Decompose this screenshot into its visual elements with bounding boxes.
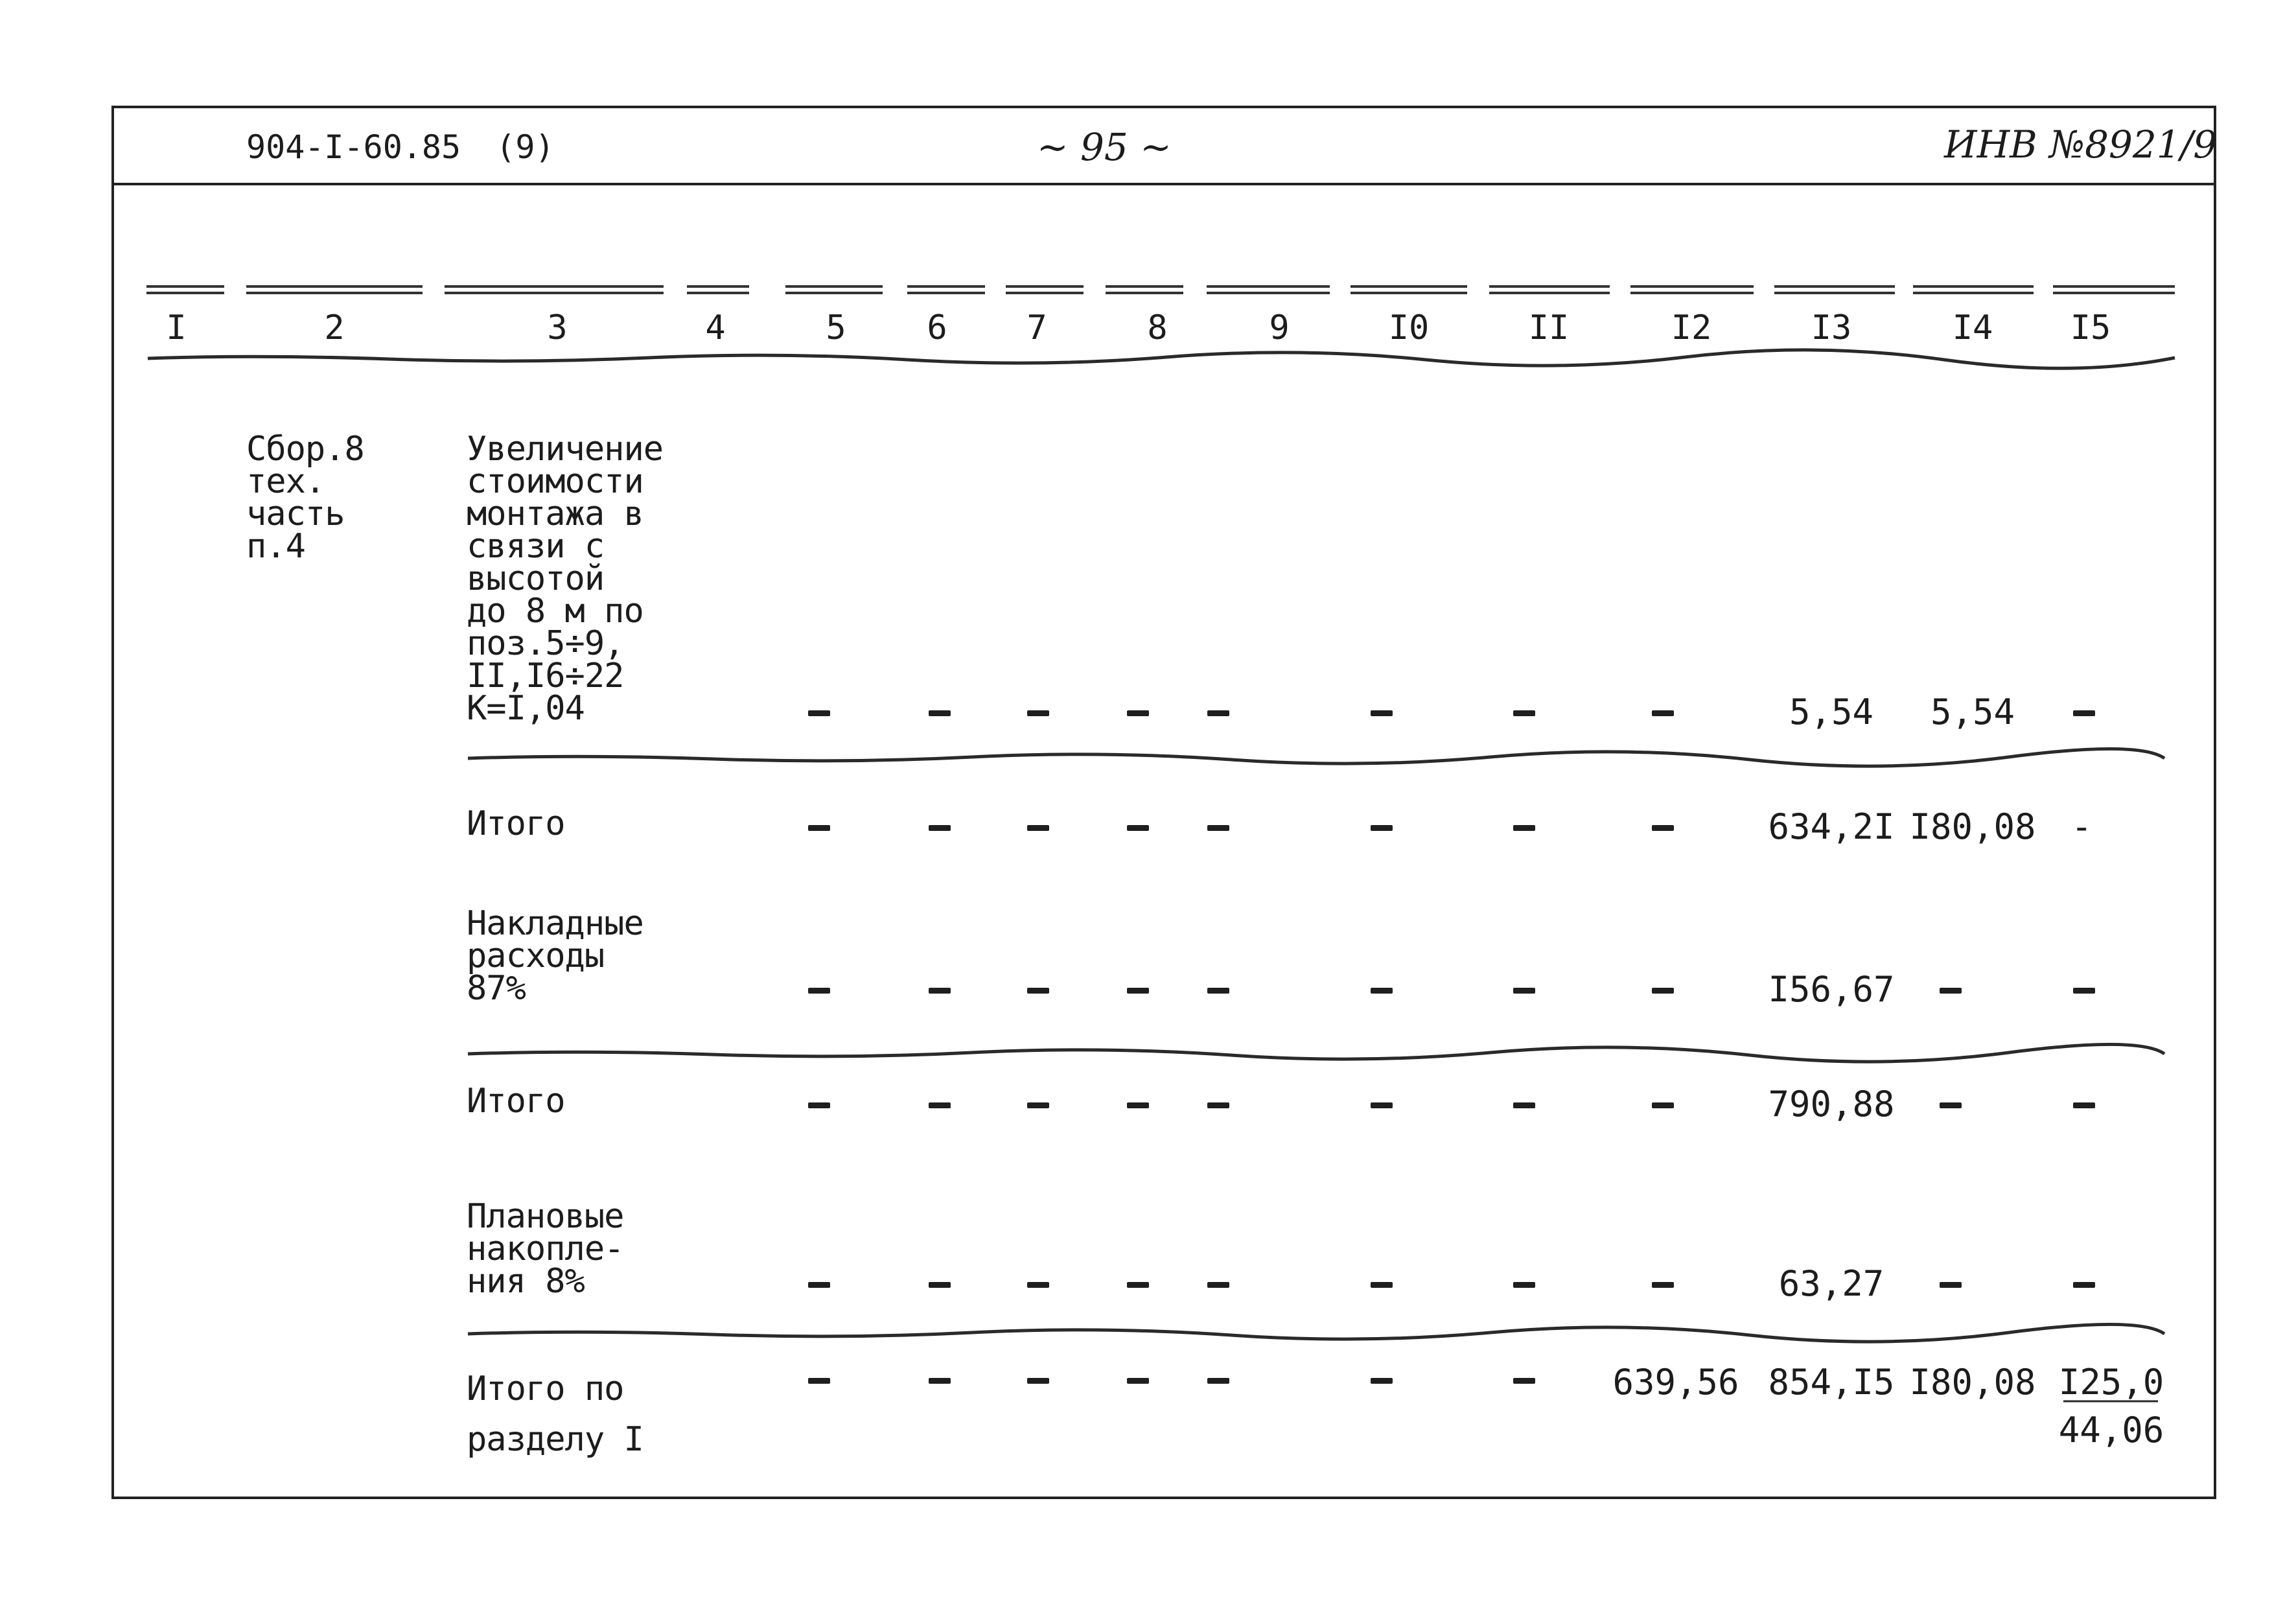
cell-value-second-line: 44,06 — [2058, 1410, 2164, 1451]
page-number: ~ 95 ~ — [1037, 125, 1172, 169]
cell-dash — [1940, 988, 1962, 994]
cell-dash — [929, 825, 951, 831]
cell-value: 63,27 — [1778, 1263, 1884, 1304]
cell-dash — [808, 988, 830, 994]
cell-dash — [1207, 825, 1229, 831]
column-header: II — [1528, 309, 1570, 347]
cell-value: I80,08 — [1909, 806, 2036, 847]
column-header: I3 — [1811, 309, 1852, 347]
cell-dash — [1127, 988, 1149, 994]
cell-value: 639,56 — [1612, 1362, 1739, 1403]
cell-value: 790,88 — [1768, 1084, 1895, 1124]
cell-dash — [1371, 988, 1393, 994]
section-wavy-rule — [468, 1044, 2164, 1062]
doc-code: 904-I-60.85 — [246, 128, 461, 166]
cell-dash — [1207, 1282, 1229, 1288]
cell-dash — [1652, 1282, 1674, 1288]
cell-dash — [2073, 988, 2095, 994]
cell-dash — [1513, 1282, 1535, 1288]
cell-dash — [1027, 1282, 1049, 1288]
cell-dash — [1027, 1102, 1049, 1108]
cell-dash — [1513, 1102, 1535, 1108]
cell-value: - — [2071, 806, 2093, 847]
cell-dash — [1127, 825, 1149, 831]
cell-dash — [1127, 1102, 1149, 1108]
row-label: Итого по разделу I — [467, 1369, 644, 1459]
cell-dash — [929, 1282, 951, 1288]
cell-dash — [1940, 1282, 1962, 1288]
cell-dash — [929, 1378, 951, 1384]
cell-dash — [1513, 988, 1535, 994]
cell-dash — [1652, 710, 1674, 716]
cell-dash — [1371, 1282, 1393, 1288]
section-wavy-rule — [468, 749, 2164, 766]
cell-dash — [1027, 988, 1049, 994]
cell-dash — [2073, 710, 2095, 716]
inventory-number: ИНВ №8921/9 — [1944, 122, 2218, 167]
row-label: Накладные расходы 87% — [467, 904, 644, 1008]
cell-dash — [808, 710, 830, 716]
cell-dash — [1513, 825, 1535, 831]
cell-value: 5,54 — [1930, 692, 2015, 732]
cell-dash — [1371, 825, 1393, 831]
header-wavy-rule — [148, 350, 2175, 368]
cell-dash — [1513, 1378, 1535, 1384]
cell-dash — [1652, 1102, 1674, 1108]
cell-dash — [1371, 1378, 1393, 1384]
column-header: 8 — [1147, 309, 1168, 347]
row-label: Плановые накопле- ния 8% — [467, 1197, 624, 1301]
row-label: Итого — [467, 804, 565, 843]
cell-dash — [2073, 1282, 2095, 1288]
cell-dash — [1207, 988, 1229, 994]
cell-dash — [808, 1282, 830, 1288]
column-header: I — [166, 309, 187, 347]
cell-dash — [1027, 710, 1049, 716]
cell-value: 634,2I — [1768, 806, 1895, 847]
column-header: 5 — [826, 309, 846, 347]
cell-dash — [808, 1378, 830, 1384]
cell-value: I80,08 — [1909, 1362, 2036, 1403]
cell-dash — [808, 825, 830, 831]
row-label: Увеличение стоимости монтажа в связи с высотой до 8 м по поз.5÷9, II,I6÷22 К=I,04 — [467, 430, 664, 728]
cell-dash — [1027, 825, 1049, 831]
cell-dash — [1513, 710, 1535, 716]
column-header: 3 — [547, 309, 568, 347]
column-header: 6 — [927, 309, 947, 347]
cell-dash — [929, 988, 951, 994]
column-header: 2 — [324, 309, 345, 347]
cell-value: 5,54 — [1789, 692, 1874, 732]
cell-dash — [1207, 1378, 1229, 1384]
cell-dash — [1940, 1102, 1962, 1108]
cell-dash — [2073, 1102, 2095, 1108]
cell-value: 854,I5 — [1768, 1362, 1895, 1403]
column-header: I4 — [1952, 309, 1993, 347]
column-header: 7 — [1026, 309, 1047, 347]
cell-dash — [929, 710, 951, 716]
column-header: I0 — [1388, 309, 1430, 347]
cell-dash — [1127, 710, 1149, 716]
section-wavy-rule — [468, 1324, 2164, 1342]
cell-dash — [1652, 825, 1674, 831]
cell-dash — [1371, 1102, 1393, 1108]
cell-dash — [1207, 1102, 1229, 1108]
cell-dash — [929, 1102, 951, 1108]
cell-dash — [1027, 1378, 1049, 1384]
cell-dash — [1652, 988, 1674, 994]
row-label: Итого — [467, 1082, 565, 1121]
cell-dash — [1127, 1378, 1149, 1384]
source-reference: Сбор.8 тех. часть п.4 — [246, 430, 364, 566]
column-header: I2 — [1671, 309, 1712, 347]
cell-value: I25,0 — [2058, 1362, 2164, 1403]
column-header: I5 — [2070, 309, 2111, 347]
column-header: 9 — [1269, 309, 1290, 347]
column-header: 4 — [705, 309, 726, 347]
cell-dash — [808, 1102, 830, 1108]
doc-variant: (9) — [496, 128, 555, 166]
cell-dash — [1207, 710, 1229, 716]
cell-value: I56,67 — [1768, 969, 1895, 1010]
cell-dash — [1371, 710, 1393, 716]
cell-dash — [1127, 1282, 1149, 1288]
